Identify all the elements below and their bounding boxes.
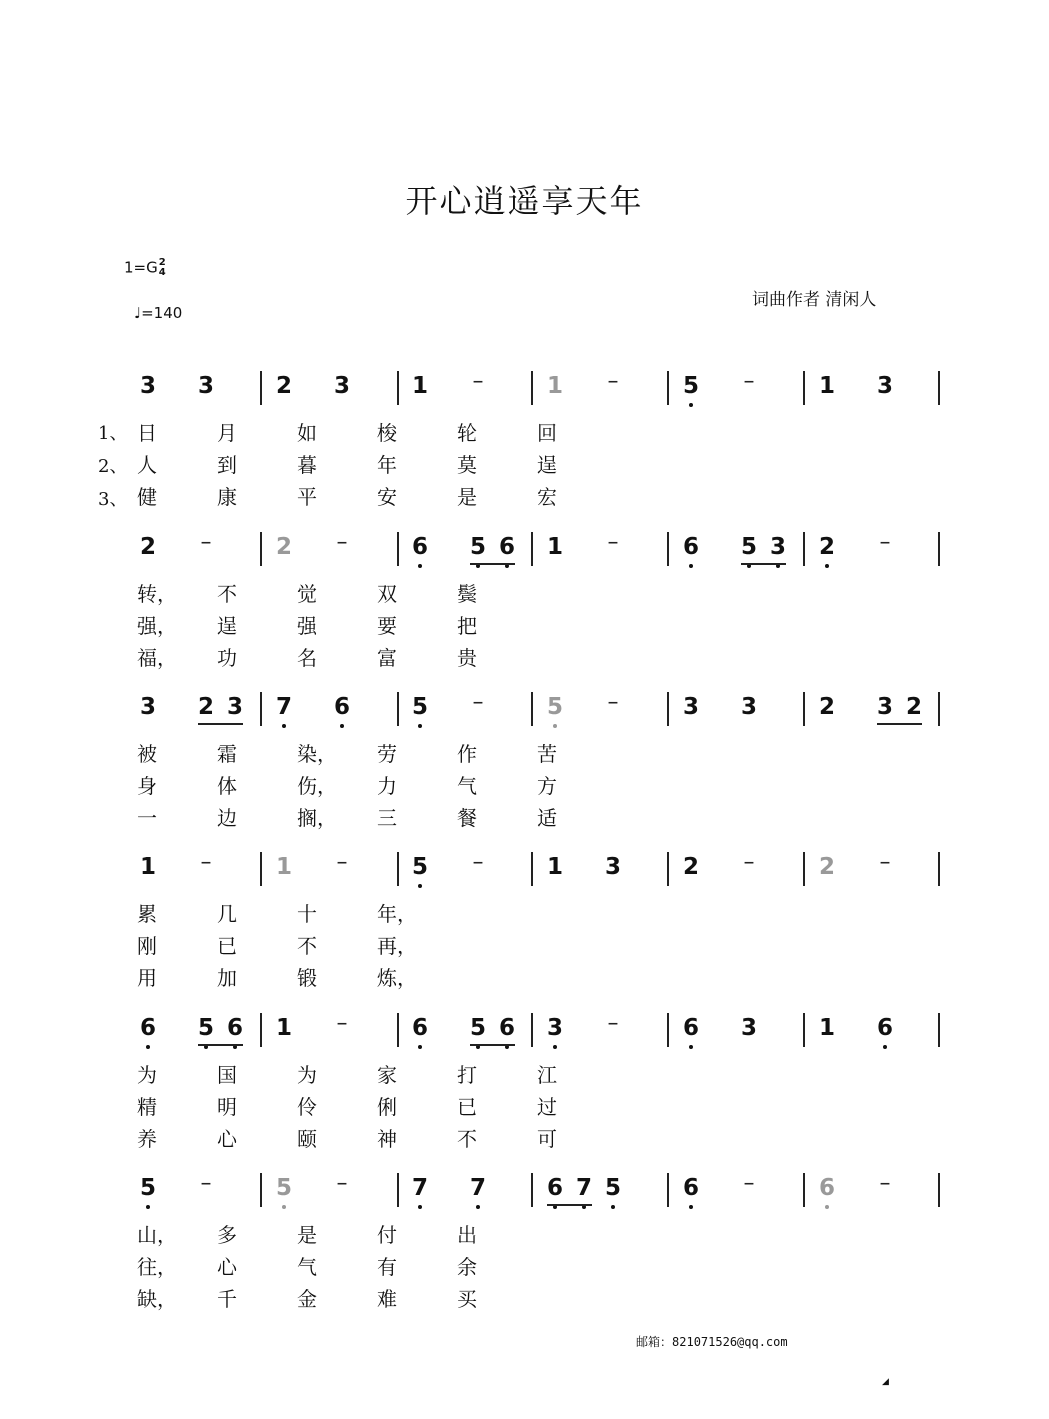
- lyric-char: 逞: [217, 614, 237, 638]
- note: 1: [139, 854, 156, 880]
- dash: –: [200, 530, 212, 555]
- verse-number: 1、: [98, 423, 128, 444]
- lyric-char: 富: [377, 646, 397, 670]
- lyric-char: 莫: [457, 453, 477, 477]
- note: 1: [275, 1015, 292, 1041]
- note: 2: [905, 694, 922, 720]
- barline: [667, 371, 669, 405]
- octave-dot: [146, 1045, 150, 1049]
- dash: –: [743, 850, 755, 875]
- lyric-char: 十: [297, 902, 317, 926]
- barline: [938, 692, 940, 726]
- octave-dot: [418, 724, 422, 728]
- barline: [260, 692, 262, 726]
- lyric-char: 国: [217, 1063, 237, 1087]
- dash: –: [336, 1171, 348, 1196]
- underline-beam: [877, 723, 922, 725]
- dash: –: [879, 850, 891, 875]
- lyric-char: 精: [137, 1095, 157, 1119]
- note: 2: [275, 373, 292, 399]
- note: 6: [225, 1015, 245, 1041]
- underline-beam: [470, 563, 515, 565]
- octave-dot: [825, 1205, 829, 1209]
- lyric-char: 余: [457, 1255, 477, 1279]
- note: 3: [197, 373, 214, 399]
- lyric-char: 转，: [137, 582, 177, 606]
- octave-dot: [282, 724, 286, 728]
- song-title: 开心逍遥享天年: [405, 182, 644, 220]
- lyric-char: 鬓: [457, 582, 477, 606]
- note: 6: [875, 1015, 895, 1041]
- dash: –: [200, 850, 212, 875]
- lyric-char: 餐: [457, 806, 477, 830]
- lyric-char: 往，: [137, 1255, 177, 1279]
- octave-dot: [611, 1205, 615, 1209]
- barline: [667, 1013, 669, 1047]
- lyric-char: 方: [537, 774, 557, 798]
- note: 6: [410, 534, 430, 560]
- lyric-char: 气: [297, 1255, 317, 1279]
- dash: –: [879, 530, 891, 555]
- barline: [803, 692, 805, 726]
- lyric-char: 金: [297, 1287, 317, 1311]
- octave-dot: [883, 1045, 887, 1049]
- dash: –: [472, 690, 484, 715]
- barline: [938, 852, 940, 886]
- barline: [531, 1013, 533, 1047]
- verse-number: 2、: [98, 456, 128, 477]
- note: 6: [681, 1175, 701, 1201]
- note: 6: [138, 1015, 158, 1041]
- lyric-char: 觉: [297, 582, 317, 606]
- lyric-char: 把: [457, 614, 477, 638]
- note: 3: [226, 694, 243, 720]
- lyric-char: 被: [137, 742, 157, 766]
- score-system: [0, 676, 1049, 836]
- note: 5: [545, 694, 565, 720]
- octave-dot: [418, 1045, 422, 1049]
- lyric-char: 是: [297, 1223, 317, 1247]
- underline-beam: [470, 1044, 515, 1046]
- lyric-char: 明: [217, 1095, 237, 1119]
- lyric-char: 千: [217, 1287, 237, 1311]
- note: 2: [139, 534, 156, 560]
- note: 3: [876, 694, 893, 720]
- dash: –: [743, 1171, 755, 1196]
- barline: [667, 532, 669, 566]
- lyric-char: 为: [297, 1063, 317, 1087]
- note: 5: [138, 1175, 158, 1201]
- barline: [260, 371, 262, 405]
- note: 7: [574, 1175, 594, 1201]
- underline-beam: [547, 1204, 592, 1206]
- lyric-char: 多: [217, 1223, 237, 1247]
- barline: [397, 532, 399, 566]
- barline: [397, 1173, 399, 1207]
- lyric-char: 强，: [137, 614, 177, 638]
- barline: [667, 1173, 669, 1207]
- barline: [397, 852, 399, 886]
- barline: [531, 371, 533, 405]
- note: 7: [410, 1175, 430, 1201]
- verse-number: 3、: [98, 489, 128, 510]
- barline: [938, 1173, 940, 1207]
- octave-dot: [553, 1045, 557, 1049]
- note: 6: [410, 1015, 430, 1041]
- lyric-char: 神: [377, 1127, 397, 1151]
- lyric-char: 有: [377, 1255, 397, 1279]
- lyric-char: 伶: [297, 1095, 317, 1119]
- lyric-char: 炼，: [377, 966, 417, 990]
- barline: [938, 532, 940, 566]
- lyric-char: 安: [377, 485, 397, 509]
- lyric-char: 气: [457, 774, 477, 798]
- note: 3: [139, 373, 156, 399]
- octave-dot: [282, 1205, 286, 1209]
- note: 6: [681, 534, 701, 560]
- note: 6: [681, 1015, 701, 1041]
- dash: –: [472, 369, 484, 394]
- lyric-char: 用: [137, 966, 157, 990]
- lyric-char: 几: [217, 902, 237, 926]
- lyric-char: 养: [137, 1127, 157, 1151]
- note: 7: [468, 1175, 488, 1201]
- lyric-char: 累: [137, 902, 157, 926]
- note: 2: [197, 694, 214, 720]
- lyric-char: 是: [457, 485, 477, 509]
- dash: –: [743, 369, 755, 394]
- lyric-char: 苦: [537, 742, 557, 766]
- dash: –: [879, 1171, 891, 1196]
- octave-dot: [689, 564, 693, 568]
- email-label: 邮箱：: [636, 1335, 673, 1349]
- note: 2: [817, 534, 837, 560]
- barline: [803, 532, 805, 566]
- note: 1: [546, 373, 563, 399]
- barline: [397, 692, 399, 726]
- underline-beam: [741, 563, 786, 565]
- lyric-char: 力: [377, 774, 397, 798]
- note: 1: [275, 854, 292, 880]
- lyric-char: 打: [457, 1063, 477, 1087]
- lyric-char: 劳: [377, 742, 397, 766]
- lyric-char: 买: [457, 1287, 477, 1311]
- lyric-char: 功: [217, 646, 237, 670]
- barline: [531, 532, 533, 566]
- note: 3: [604, 854, 621, 880]
- lyric-char: 搁，: [297, 806, 337, 830]
- note: 6: [497, 1015, 517, 1041]
- email-address: 821071526@qq.com: [672, 1335, 788, 1349]
- lyric-char: 康: [217, 485, 237, 509]
- note: 5: [196, 1015, 216, 1041]
- note: 6: [497, 534, 517, 560]
- dash: –: [607, 690, 619, 715]
- lyric-char: 霜: [217, 742, 237, 766]
- note: 1: [818, 373, 835, 399]
- underline-beam: [198, 723, 243, 725]
- lyric-char: 贵: [457, 646, 477, 670]
- time-signature: 2 4: [158, 257, 166, 278]
- lyric-char: 颐: [297, 1127, 317, 1151]
- note: 3: [545, 1015, 565, 1041]
- key-text: 1=G: [124, 258, 158, 277]
- note: 5: [681, 373, 701, 399]
- lyric-char: 付: [377, 1223, 397, 1247]
- lyric-char: 为: [137, 1063, 157, 1087]
- dash: –: [200, 1171, 212, 1196]
- barline: [260, 1013, 262, 1047]
- barline: [803, 1173, 805, 1207]
- lyric-char: 已: [457, 1095, 477, 1119]
- lyric-char: 三: [377, 806, 397, 830]
- barline: [397, 371, 399, 405]
- dash: –: [607, 369, 619, 394]
- dash: –: [607, 530, 619, 555]
- barline: [667, 852, 669, 886]
- lyric-char: 要: [377, 614, 397, 638]
- barline: [803, 371, 805, 405]
- note: 2: [682, 854, 699, 880]
- lyric-char: 一: [137, 806, 157, 830]
- lyric-char: 日: [137, 421, 157, 445]
- footer-email: [636, 1333, 788, 1350]
- key-signature: [124, 258, 166, 278]
- lyric-char: 染，: [297, 742, 337, 766]
- note: 5: [468, 534, 488, 560]
- underline-beam: [198, 1044, 243, 1046]
- lyric-char: 江: [537, 1063, 557, 1087]
- lyric-char: 刚: [137, 934, 157, 958]
- note: 3: [740, 1015, 757, 1041]
- lyric-char: 适: [537, 806, 557, 830]
- note: 1: [411, 373, 428, 399]
- barline: [803, 1013, 805, 1047]
- note: 5: [603, 1175, 623, 1201]
- score-system: [0, 516, 1049, 676]
- lyric-char: 年: [377, 453, 397, 477]
- note: 6: [545, 1175, 565, 1201]
- barline: [531, 692, 533, 726]
- dash: –: [472, 850, 484, 875]
- note: 3: [740, 694, 757, 720]
- quarter-note-icon: ♩: [134, 304, 142, 322]
- lyric-char: 逞: [537, 453, 557, 477]
- barline: [260, 1173, 262, 1207]
- lyric-char: 回: [537, 421, 557, 445]
- barline: [667, 692, 669, 726]
- score-system: [0, 1157, 1049, 1317]
- octave-dot: [476, 1205, 480, 1209]
- note: 3: [768, 534, 788, 560]
- barline: [531, 852, 533, 886]
- note: 5: [410, 854, 430, 880]
- lyric-char: 再，: [377, 934, 417, 958]
- lyric-char: 宏: [537, 485, 557, 509]
- note: 5: [468, 1015, 488, 1041]
- octave-dot: [689, 1205, 693, 1209]
- lyric-char: 到: [217, 453, 237, 477]
- author-credit: 词曲作者 清闲人: [752, 290, 877, 310]
- lyric-char: 心: [217, 1255, 237, 1279]
- barline: [531, 1173, 533, 1207]
- lyric-char: 出: [457, 1223, 477, 1247]
- note: 1: [546, 854, 563, 880]
- dash: –: [607, 1011, 619, 1036]
- octave-dot: [689, 403, 693, 407]
- lyric-char: 身: [137, 774, 157, 798]
- lyric-char: 难: [377, 1287, 397, 1311]
- note: 2: [818, 694, 835, 720]
- lyric-char: 心: [217, 1127, 237, 1151]
- lyric-char: 锻: [297, 966, 317, 990]
- note: 3: [139, 694, 156, 720]
- lyric-char: 作: [457, 742, 477, 766]
- barline: [260, 852, 262, 886]
- lyric-char: 可: [537, 1127, 557, 1151]
- lyric-char: 健: [137, 485, 157, 509]
- lyric-char: 平: [297, 485, 317, 509]
- lyric-char: 梭: [377, 421, 397, 445]
- note: 3: [876, 373, 893, 399]
- note: 1: [818, 1015, 835, 1041]
- note: 3: [333, 373, 350, 399]
- note: 2: [818, 854, 835, 880]
- lyric-char: 不: [297, 934, 317, 958]
- lyric-char: 轮: [457, 421, 477, 445]
- note: 5: [410, 694, 430, 720]
- lyric-char: 不: [457, 1127, 477, 1151]
- lyric-char: 过: [537, 1095, 557, 1119]
- lyric-char: 家: [377, 1063, 397, 1087]
- lyric-char: 月: [217, 421, 237, 445]
- lyric-char: 俐: [377, 1095, 397, 1119]
- barline: [803, 852, 805, 886]
- lyric-char: 如: [297, 421, 317, 445]
- octave-dot: [553, 724, 557, 728]
- lyric-char: 不: [217, 582, 237, 606]
- lyric-char: 山，: [137, 1223, 177, 1247]
- score-system: [0, 836, 1049, 996]
- lyric-char: 双: [377, 582, 397, 606]
- lyric-char: 强: [297, 614, 317, 638]
- octave-dot: [418, 1205, 422, 1209]
- octave-dot: [825, 564, 829, 568]
- note: 2: [275, 534, 292, 560]
- note: 5: [274, 1175, 294, 1201]
- octave-dot: [340, 724, 344, 728]
- lyric-char: 伤，: [297, 774, 337, 798]
- lyric-char: 福，: [137, 646, 177, 670]
- dash: –: [336, 1011, 348, 1036]
- lyric-char: 已: [217, 934, 237, 958]
- lyric-char: 人: [137, 453, 157, 477]
- note: 7: [274, 694, 294, 720]
- dash: –: [336, 850, 348, 875]
- octave-dot: [418, 884, 422, 888]
- tempo-value: =140: [141, 304, 183, 322]
- lyric-char: 缺，: [137, 1287, 177, 1311]
- note: 1: [546, 534, 563, 560]
- lyric-char: 暮: [297, 453, 317, 477]
- octave-dot: [689, 1045, 693, 1049]
- barline: [938, 1013, 940, 1047]
- barline: [938, 371, 940, 405]
- lyric-char: 体: [217, 774, 237, 798]
- barline: [260, 532, 262, 566]
- dash: –: [336, 530, 348, 555]
- lyric-char: 边: [217, 806, 237, 830]
- barline: [397, 1013, 399, 1047]
- lyric-char: 年，: [377, 902, 417, 926]
- page-mark: ◢: [882, 1377, 889, 1387]
- note: 3: [682, 694, 699, 720]
- note: 6: [332, 694, 352, 720]
- octave-dot: [418, 564, 422, 568]
- note: 6: [817, 1175, 837, 1201]
- lyric-char: 加: [217, 966, 237, 990]
- octave-dot: [146, 1205, 150, 1209]
- note: 5: [739, 534, 759, 560]
- tempo-marking: [134, 304, 182, 322]
- lyric-char: 名: [297, 646, 317, 670]
- score-system: [0, 355, 1049, 515]
- score-system: [0, 997, 1049, 1157]
